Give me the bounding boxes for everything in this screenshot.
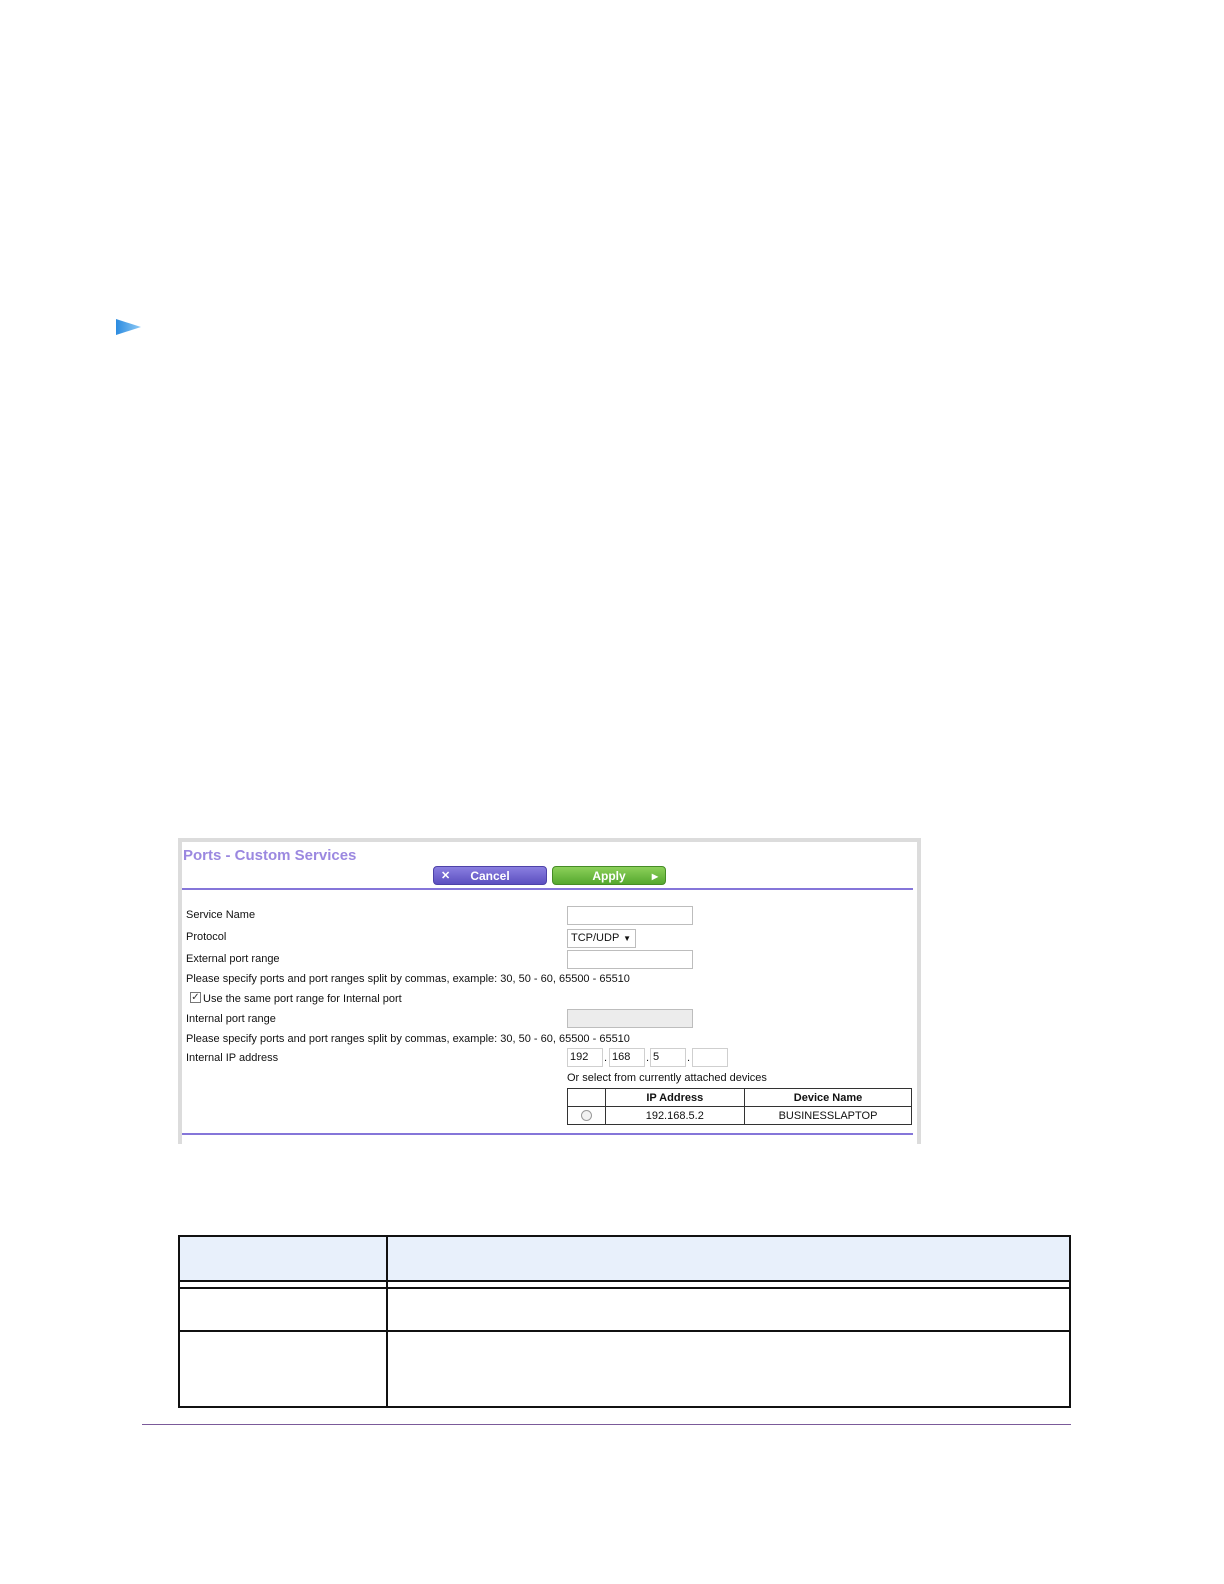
same-range-label: Use the same port range for Internal port [203, 993, 402, 1005]
ip-octet-1[interactable]: 192 [567, 1048, 603, 1067]
ip-separator: . [687, 1052, 691, 1064]
attached-devices-label: Or select from currently attached devices [567, 1072, 767, 1084]
table-header [180, 1237, 1069, 1280]
internal-ip-label: Internal IP address [186, 1052, 279, 1064]
device-radio-cell[interactable] [568, 1107, 606, 1125]
step-arrow-icon [114, 318, 142, 336]
cancel-button[interactable] [433, 866, 547, 885]
custom-services-screenshot [178, 838, 921, 1144]
device-radio[interactable] [581, 1110, 592, 1121]
header-divider [182, 888, 913, 890]
table-column-divider [386, 1237, 388, 1406]
triangle-right-icon: ▶ [651, 872, 658, 881]
service-name-label: Service Name [186, 909, 256, 921]
apply-button[interactable] [552, 866, 666, 885]
protocol-select[interactable] [567, 929, 636, 948]
apply-label: Apply [592, 869, 626, 883]
table-row-divider [180, 1280, 1069, 1282]
table-header-row [568, 1089, 912, 1107]
table-header-ip: IP Address [605, 1089, 745, 1107]
table-row-divider [180, 1287, 1069, 1289]
external-port-label: External port range [186, 953, 280, 965]
page-title: Ports - Custom Services [183, 847, 357, 864]
internal-port-hint: Please specify ports and port ranges split by commas, example: 30, 50 - 60, 65500 - 65510 [186, 1033, 630, 1045]
table-row[interactable] [568, 1107, 912, 1125]
device-ip: 192.168.5.2 [605, 1107, 745, 1125]
protocol-label: Protocol [186, 931, 227, 943]
protocol-value: TCP/UDP [571, 932, 620, 944]
device-name: BUSINESSLAPTOP [745, 1107, 912, 1125]
ip-separator: . [646, 1052, 650, 1064]
settings-table [178, 1235, 1071, 1408]
ip-separator: . [604, 1052, 608, 1064]
footer-rule [142, 1424, 1071, 1425]
same-range-checkbox[interactable]: ✓ [191, 992, 200, 1003]
internal-port-input[interactable] [567, 1009, 693, 1028]
close-icon: ✕ [441, 870, 451, 882]
table-header-device: Device Name [745, 1089, 912, 1107]
attached-devices-table [567, 1088, 912, 1125]
caret-down-icon: ▼ [623, 934, 631, 943]
ip-octet-3[interactable]: 5 [650, 1048, 686, 1067]
table-row-divider [180, 1330, 1069, 1332]
cancel-label: Cancel [470, 869, 510, 883]
service-name-input[interactable] [567, 906, 693, 925]
internal-port-label: Internal port range [186, 1013, 276, 1025]
table-header-select [568, 1089, 606, 1107]
ip-octet-4[interactable] [692, 1048, 728, 1067]
external-port-hint: Please specify ports and port ranges split by commas, example: 30, 50 - 60, 65500 - 65510 [186, 973, 630, 985]
ip-octet-2[interactable]: 168 [609, 1048, 645, 1067]
external-port-input[interactable] [567, 950, 693, 969]
footer-divider [182, 1133, 913, 1135]
